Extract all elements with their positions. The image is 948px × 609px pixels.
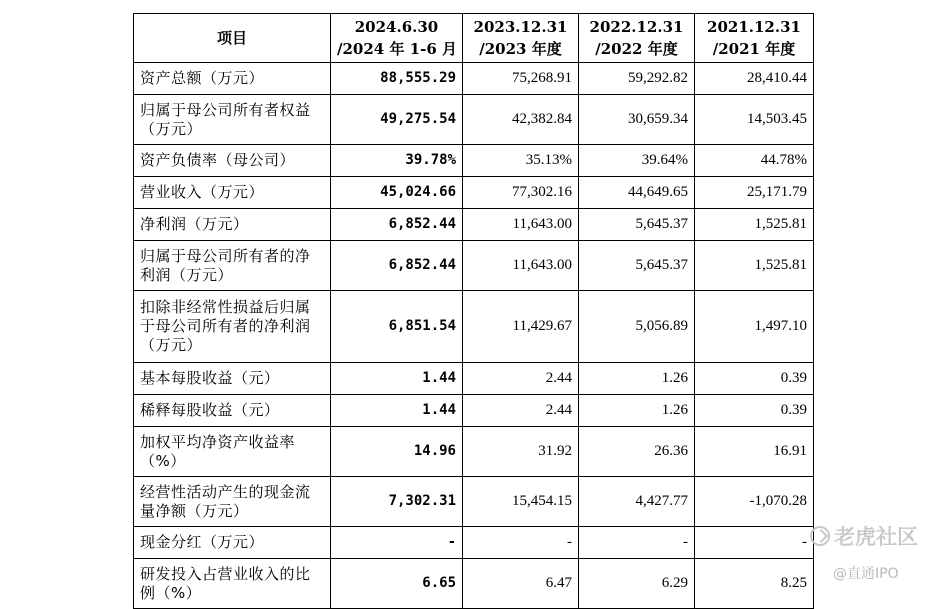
- table-row: [134, 241, 814, 291]
- row-label: 资产总额（万元）: [134, 63, 331, 95]
- cell-value: 5,056.89: [579, 291, 695, 363]
- cell-value: 0.39: [695, 395, 814, 427]
- cell-value: 59,292.82: [579, 63, 695, 95]
- header-item: 项目: [134, 14, 331, 63]
- cell-value: 7,302.31: [331, 477, 463, 527]
- cell-value: 25,171.79: [695, 177, 814, 209]
- cell-value: 1.26: [579, 363, 695, 395]
- cell-value: 1.26: [579, 395, 695, 427]
- row-label: 基本每股收益（元）: [134, 363, 331, 395]
- header-col-2024h1: 2024.6.30 /2024 年 1-6 月: [331, 14, 463, 63]
- cell-value: 14,503.45: [695, 95, 814, 145]
- row-label: 扣除非经常性损益后归属于母公司所有者的净利润（万元）: [134, 291, 331, 363]
- cell-value: 2.44: [463, 363, 579, 395]
- cell-value: 11,643.00: [463, 209, 579, 241]
- table-row: [134, 477, 814, 527]
- cell-value: 49,275.54: [331, 95, 463, 145]
- cell-value: 77,302.16: [463, 177, 579, 209]
- table-row: [134, 395, 814, 427]
- cell-value: -: [695, 527, 814, 559]
- cell-value: 44,649.65: [579, 177, 695, 209]
- row-label: 加权平均净资产收益率（%）: [134, 427, 331, 477]
- watermark-author: @直通IPO: [833, 566, 899, 582]
- cell-value: 8.25: [695, 559, 814, 609]
- cell-value: -1,070.28: [695, 477, 814, 527]
- table-row: [134, 63, 814, 95]
- cell-value: 4,427.77: [579, 477, 695, 527]
- cell-value: 1,497.10: [695, 291, 814, 363]
- table-row: [134, 363, 814, 395]
- cell-value: 15,454.15: [463, 477, 579, 527]
- cell-value: 6.29: [579, 559, 695, 609]
- row-label: 研发投入占营业收入的比例（%）: [134, 559, 331, 609]
- table-row: [134, 559, 814, 609]
- table-row: [134, 291, 814, 363]
- cell-value: 11,429.67: [463, 291, 579, 363]
- cell-value: -: [463, 527, 579, 559]
- row-label: 净利润（万元）: [134, 209, 331, 241]
- table-row: [134, 95, 814, 145]
- cell-value: 26.36: [579, 427, 695, 477]
- cell-value: 1,525.81: [695, 209, 814, 241]
- header-col-2022: 2022.12.31 /2022 年度: [579, 14, 695, 63]
- row-label: 稀释每股收益（元）: [134, 395, 331, 427]
- cell-value: 28,410.44: [695, 63, 814, 95]
- cell-value: 5,645.37: [579, 209, 695, 241]
- cell-value: 88,555.29: [331, 63, 463, 95]
- row-label: 经营性活动产生的现金流量净额（万元）: [134, 477, 331, 527]
- row-label: 归属于母公司所有者的净利润（万元）: [134, 241, 331, 291]
- cell-value: 16.91: [695, 427, 814, 477]
- cell-value: 35.13%: [463, 145, 579, 177]
- cell-value: 39.64%: [579, 145, 695, 177]
- cell-value: 6,852.44: [331, 209, 463, 241]
- cell-value: 30,659.34: [579, 95, 695, 145]
- cell-value: 6,851.54: [331, 291, 463, 363]
- cell-value: 5,645.37: [579, 241, 695, 291]
- cell-value: 75,268.91: [463, 63, 579, 95]
- row-label: 营业收入（万元）: [134, 177, 331, 209]
- cell-value: 44.78%: [695, 145, 814, 177]
- cell-value: 2.44: [463, 395, 579, 427]
- table-row: [134, 209, 814, 241]
- financial-summary-table: [133, 13, 814, 609]
- table-row: [134, 145, 814, 177]
- row-label: 资产负债率（母公司）: [134, 145, 331, 177]
- cell-value: -: [579, 527, 695, 559]
- watermark-text: 老虎社区: [834, 525, 918, 549]
- cell-value: 6.47: [463, 559, 579, 609]
- cell-value: 45,024.66: [331, 177, 463, 209]
- cell-value: 6,852.44: [331, 241, 463, 291]
- cell-value: -: [331, 527, 463, 559]
- cell-value: 14.96: [331, 427, 463, 477]
- header-col-2021: 2021.12.31 /2021 年度: [695, 14, 814, 63]
- cell-value: 31.92: [463, 427, 579, 477]
- tiger-community-logo-icon: [810, 526, 830, 546]
- row-label: 现金分红（万元）: [134, 527, 331, 559]
- cell-value: 1.44: [331, 363, 463, 395]
- table-row: [134, 527, 814, 559]
- table-row: [134, 427, 814, 477]
- cell-value: 11,643.00: [463, 241, 579, 291]
- cell-value: 39.78%: [331, 145, 463, 177]
- cell-value: 0.39: [695, 363, 814, 395]
- cell-value: 42,382.84: [463, 95, 579, 145]
- table-header-row: [134, 14, 814, 63]
- header-col-2023: 2023.12.31 /2023 年度: [463, 14, 579, 63]
- watermark: [810, 521, 918, 551]
- row-label: 归属于母公司所有者权益（万元）: [134, 95, 331, 145]
- table-row: [134, 177, 814, 209]
- cell-value: 6.65: [331, 559, 463, 609]
- cell-value: 1.44: [331, 395, 463, 427]
- cell-value: 1,525.81: [695, 241, 814, 291]
